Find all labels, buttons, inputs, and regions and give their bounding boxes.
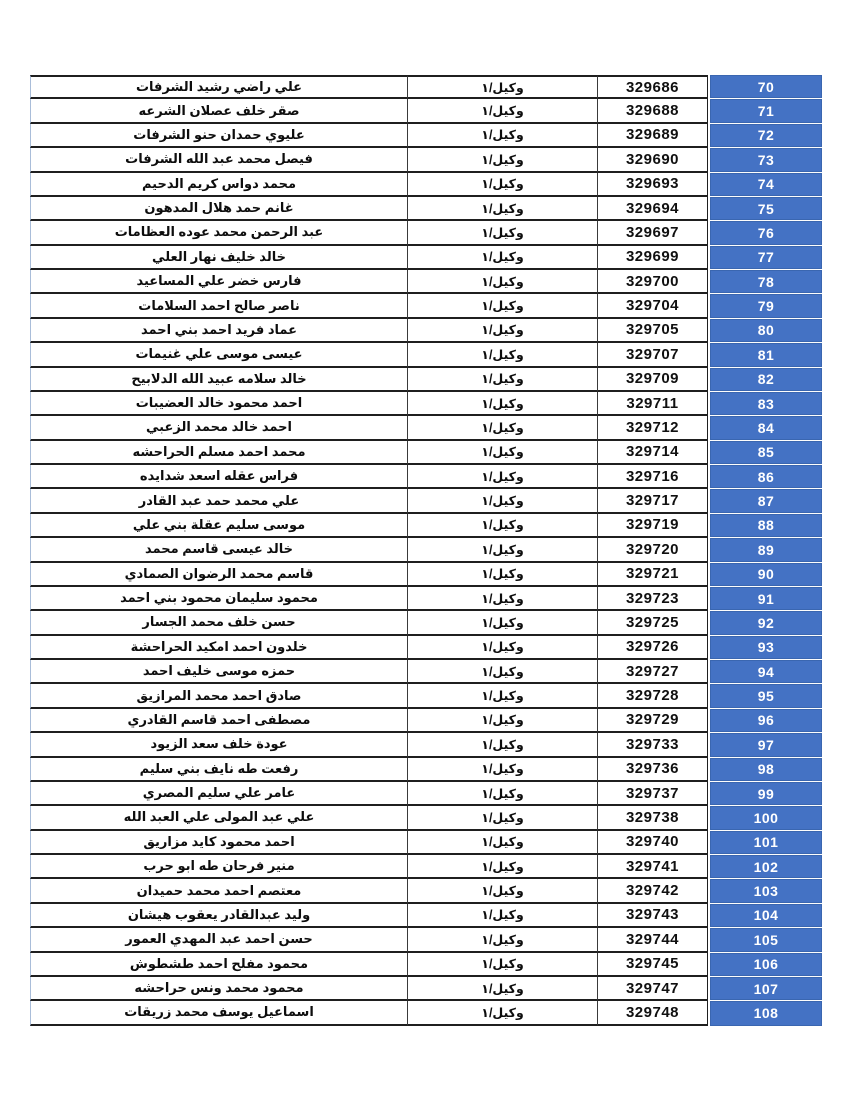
rank-cell: وكيل/١ <box>408 806 598 830</box>
serial-number-cell: 72 <box>710 124 822 148</box>
rank-cell: وكيل/١ <box>408 465 598 489</box>
member-id-cell: 329736 <box>598 758 708 782</box>
rank-cell: وكيل/١ <box>408 416 598 440</box>
rank-cell: وكيل/١ <box>408 124 598 148</box>
member-name-cell: معتصم احمد محمد حميدان <box>30 879 408 903</box>
member-name-cell: رفعت طه نايف بني سليم <box>30 758 408 782</box>
serial-number-cell: 76 <box>710 221 822 245</box>
member-name-cell: علي راضي رشيد الشرفات <box>30 75 408 99</box>
member-id-cell: 329748 <box>598 1001 708 1025</box>
serial-number-cell: 85 <box>710 441 822 465</box>
serial-number-cell: 105 <box>710 928 822 952</box>
member-id-cell: 329693 <box>598 173 708 197</box>
rank-cell: وكيل/١ <box>408 197 598 221</box>
member-name-cell: احمد خالد محمد الزعبي <box>30 416 408 440</box>
rank-cell: وكيل/١ <box>408 343 598 367</box>
member-name-cell: علي عبد المولى علي العبد الله <box>30 806 408 830</box>
member-name-cell: علي محمد حمد عبد القادر <box>30 489 408 513</box>
member-name-cell: صادق احمد محمد المرازيق <box>30 684 408 708</box>
serial-number-cell: 95 <box>710 684 822 708</box>
rank-cell: وكيل/١ <box>408 514 598 538</box>
serial-number-cell: 81 <box>710 343 822 367</box>
member-id-cell: 329705 <box>598 319 708 343</box>
rank-cell: وكيل/١ <box>408 173 598 197</box>
member-id-cell: 329700 <box>598 270 708 294</box>
serial-number-cell: 75 <box>710 197 822 221</box>
member-name-cell: منير فرحان طه ابو حرب <box>30 855 408 879</box>
member-name-cell: صقر خلف عصلان الشرعه <box>30 99 408 123</box>
serial-number-cell: 93 <box>710 636 822 660</box>
serial-number-cell: 99 <box>710 782 822 806</box>
member-id-cell: 329741 <box>598 855 708 879</box>
serial-number-cell: 96 <box>710 709 822 733</box>
serial-number-cell: 84 <box>710 416 822 440</box>
rank-cell: وكيل/١ <box>408 246 598 270</box>
member-id-cell: 329729 <box>598 709 708 733</box>
serial-number-cell: 91 <box>710 587 822 611</box>
rank-cell: وكيل/١ <box>408 489 598 513</box>
serial-number-cell: 100 <box>710 806 822 830</box>
rank-cell: وكيل/١ <box>408 904 598 928</box>
member-name-cell: عيسى موسى علي غنيمات <box>30 343 408 367</box>
serial-number-cell: 80 <box>710 319 822 343</box>
serial-number-cell: 86 <box>710 465 822 489</box>
member-name-cell: اسماعيل يوسف محمد زريقات <box>30 1001 408 1025</box>
rank-cell: وكيل/١ <box>408 684 598 708</box>
rank-cell: وكيل/١ <box>408 879 598 903</box>
member-name-cell: حسن خلف محمد الجسار <box>30 611 408 635</box>
member-id-cell: 329720 <box>598 538 708 562</box>
rank-cell: وكيل/١ <box>408 368 598 392</box>
rank-cell: وكيل/١ <box>408 221 598 245</box>
member-id-cell: 329726 <box>598 636 708 660</box>
member-id-cell: 329707 <box>598 343 708 367</box>
member-name-cell: عليوي حمدان حنو الشرفات <box>30 124 408 148</box>
rank-cell: وكيل/١ <box>408 611 598 635</box>
serial-number-cell: 104 <box>710 904 822 928</box>
member-id-cell: 329723 <box>598 587 708 611</box>
serial-number-cell: 98 <box>710 758 822 782</box>
serial-number-cell: 103 <box>710 879 822 903</box>
member-id-cell: 329709 <box>598 368 708 392</box>
serial-number-cell: 78 <box>710 270 822 294</box>
member-id-cell: 329747 <box>598 977 708 1001</box>
serial-number-cell: 94 <box>710 660 822 684</box>
rank-cell: وكيل/١ <box>408 75 598 99</box>
rank-cell: وكيل/١ <box>408 758 598 782</box>
member-id-cell: 329725 <box>598 611 708 635</box>
rank-cell: وكيل/١ <box>408 148 598 172</box>
rank-cell: وكيل/١ <box>408 587 598 611</box>
rank-cell: وكيل/١ <box>408 538 598 562</box>
member-name-cell: ناصر صالح احمد السلامات <box>30 294 408 318</box>
member-name-cell: عامر علي سليم المصري <box>30 782 408 806</box>
rank-cell: وكيل/١ <box>408 928 598 952</box>
member-id-cell: 329686 <box>598 75 708 99</box>
serial-number-cell: 107 <box>710 977 822 1001</box>
rank-cell: وكيل/١ <box>408 636 598 660</box>
member-name-cell: حمزه موسى خليف احمد <box>30 660 408 684</box>
member-name-cell: محمد دواس كريم الدحيم <box>30 173 408 197</box>
serial-number-cell: 74 <box>710 173 822 197</box>
serial-number-cell: 82 <box>710 368 822 392</box>
rank-cell: وكيل/١ <box>408 733 598 757</box>
member-id-cell: 329688 <box>598 99 708 123</box>
member-id-cell: 329690 <box>598 148 708 172</box>
member-name-cell: فراس عقله اسعد شدايده <box>30 465 408 489</box>
member-id-cell: 329733 <box>598 733 708 757</box>
rank-cell: وكيل/١ <box>408 855 598 879</box>
member-id-cell: 329742 <box>598 879 708 903</box>
member-name-cell: خالد عيسى قاسم محمد <box>30 538 408 562</box>
member-name-cell: محمد احمد مسلم الحراحشه <box>30 441 408 465</box>
member-name-cell: قاسم محمد الرضوان الصمادي <box>30 563 408 587</box>
member-id-cell: 329737 <box>598 782 708 806</box>
member-name-cell: خلدون احمد امكيد الحراحشة <box>30 636 408 660</box>
serial-column <box>710 75 822 1026</box>
member-id-cell: 329727 <box>598 660 708 684</box>
rank-cell: وكيل/١ <box>408 392 598 416</box>
member-id-cell: 329711 <box>598 392 708 416</box>
rank-cell: وكيل/١ <box>408 709 598 733</box>
member-name-cell: مصطفى احمد قاسم القادري <box>30 709 408 733</box>
serial-number-cell: 97 <box>710 733 822 757</box>
rank-cell: وكيل/١ <box>408 99 598 123</box>
member-name-cell: عماد فريد احمد بني احمد <box>30 319 408 343</box>
rank-cell: وكيل/١ <box>408 1001 598 1025</box>
member-name-cell: خالد خليف نهار العلي <box>30 246 408 270</box>
member-id-cell: 329712 <box>598 416 708 440</box>
member-id-cell: 329740 <box>598 831 708 855</box>
member-id-cell: 329717 <box>598 489 708 513</box>
member-id-cell: 329719 <box>598 514 708 538</box>
serial-number-cell: 70 <box>710 75 822 99</box>
serial-number-cell: 71 <box>710 99 822 123</box>
member-name-cell: غانم حمد هلال المدهون <box>30 197 408 221</box>
serial-number-cell: 90 <box>710 563 822 587</box>
serial-number-cell: 79 <box>710 294 822 318</box>
member-id-cell: 329694 <box>598 197 708 221</box>
serial-number-cell: 83 <box>710 392 822 416</box>
rank-cell: وكيل/١ <box>408 563 598 587</box>
serial-number-cell: 73 <box>710 148 822 172</box>
serial-number-cell: 102 <box>710 855 822 879</box>
serial-number-cell: 106 <box>710 953 822 977</box>
member-name-cell: محمود سليمان محمود بني احمد <box>30 587 408 611</box>
rank-cell: وكيل/١ <box>408 953 598 977</box>
member-name-cell: عودة خلف سعد الزيود <box>30 733 408 757</box>
serial-number-cell: 89 <box>710 538 822 562</box>
member-name-cell: احمد محمود خالد العضيبات <box>30 392 408 416</box>
member-name-cell: حسن احمد عبد المهدي العمور <box>30 928 408 952</box>
serial-number-cell: 87 <box>710 489 822 513</box>
rank-cell: وكيل/١ <box>408 977 598 1001</box>
rank-cell: وكيل/١ <box>408 660 598 684</box>
member-name-cell: وليد عبدالقادر يعقوب هيشان <box>30 904 408 928</box>
member-name-cell: موسى سليم عقلة بني علي <box>30 514 408 538</box>
serial-number-cell: 92 <box>710 611 822 635</box>
member-name-cell: خالد سلامه عبيد الله الدلابيح <box>30 368 408 392</box>
member-name-cell: محمود مفلح احمد طشطوش <box>30 953 408 977</box>
roster-table <box>30 75 708 1026</box>
member-id-cell: 329738 <box>598 806 708 830</box>
member-id-cell: 329699 <box>598 246 708 270</box>
rank-cell: وكيل/١ <box>408 294 598 318</box>
member-id-cell: 329697 <box>598 221 708 245</box>
member-name-cell: فيصل محمد عبد الله الشرفات <box>30 148 408 172</box>
member-name-cell: فارس خضر علي المساعيد <box>30 270 408 294</box>
member-id-cell: 329745 <box>598 953 708 977</box>
member-id-cell: 329714 <box>598 441 708 465</box>
member-id-cell: 329744 <box>598 928 708 952</box>
serial-number-cell: 88 <box>710 514 822 538</box>
member-id-cell: 329721 <box>598 563 708 587</box>
member-id-cell: 329689 <box>598 124 708 148</box>
member-id-cell: 329704 <box>598 294 708 318</box>
member-name-cell: محمود محمد ونس حراحشه <box>30 977 408 1001</box>
rank-cell: وكيل/١ <box>408 441 598 465</box>
serial-number-cell: 77 <box>710 246 822 270</box>
rank-cell: وكيل/١ <box>408 831 598 855</box>
rank-cell: وكيل/١ <box>408 319 598 343</box>
serial-number-cell: 108 <box>710 1001 822 1025</box>
member-name-cell: احمد محمود كايد مزاريق <box>30 831 408 855</box>
member-id-cell: 329716 <box>598 465 708 489</box>
member-id-cell: 329743 <box>598 904 708 928</box>
serial-number-cell: 101 <box>710 831 822 855</box>
member-id-cell: 329728 <box>598 684 708 708</box>
rank-cell: وكيل/١ <box>408 782 598 806</box>
rank-cell: وكيل/١ <box>408 270 598 294</box>
member-name-cell: عبد الرحمن محمد عوده العظامات <box>30 221 408 245</box>
